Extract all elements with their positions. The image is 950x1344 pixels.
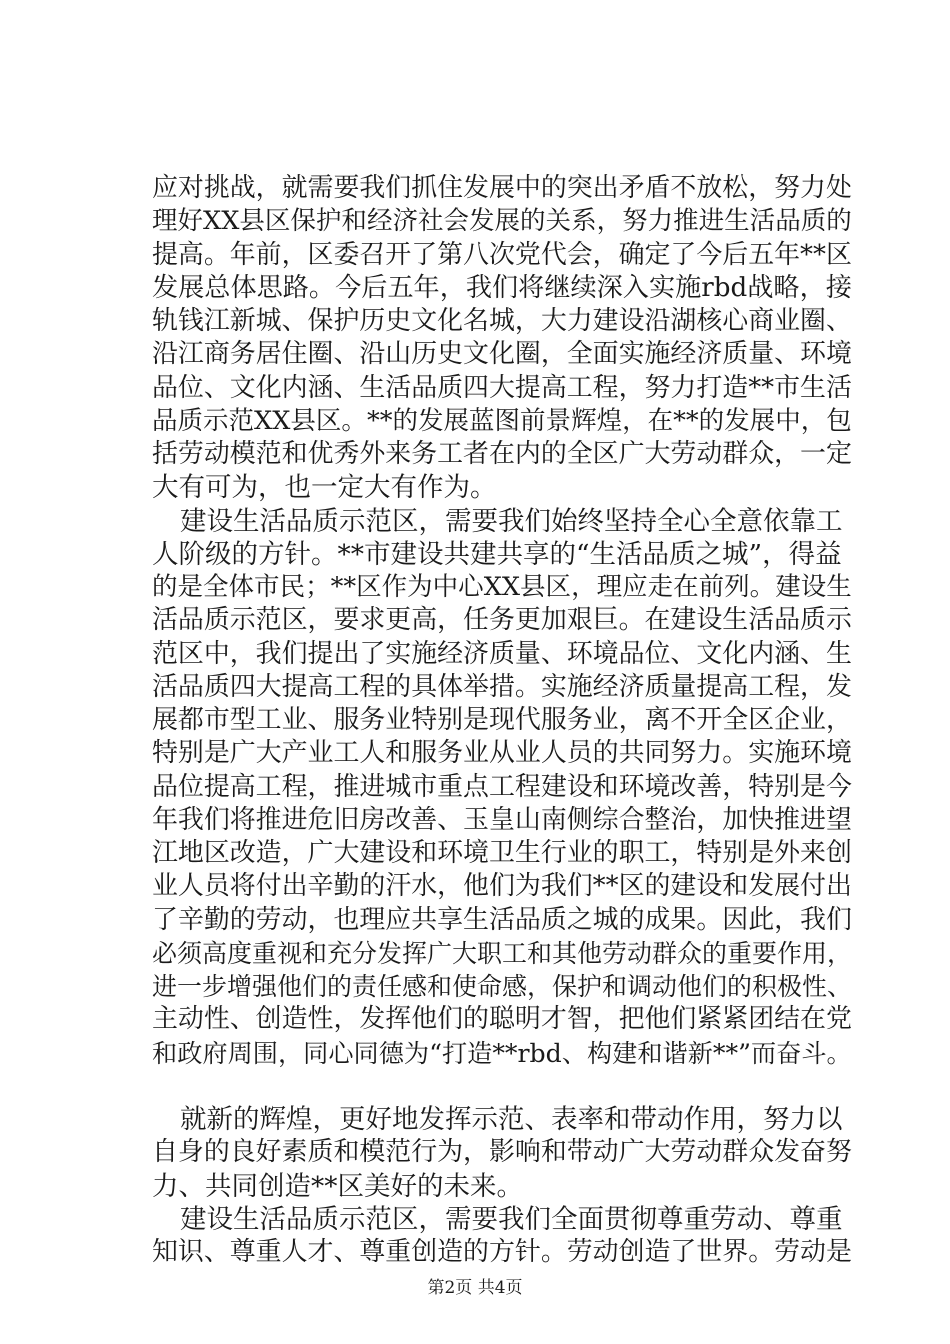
text-line: 品位、文化内涵、生活品质四大提高工程，努力打造**市生活 <box>152 372 852 403</box>
body-text <box>152 172 852 1269</box>
paragraph-gap <box>152 1070 852 1103</box>
text-line: 进一步增强他们的责任感和使命感，保护和调动他们的积极性、 <box>152 972 853 1001</box>
text-line: 展都市型工业、服务业特别是现代服务业，离不开全区企业， <box>152 705 852 735</box>
text-line: 就新的辉煌，更好地发挥示范、表率和带动作用，努力以 <box>180 1104 843 1135</box>
text-line: 建设生活品质示范区，需要我们始终坚持全心全意依靠工 <box>180 505 843 537</box>
text-line: 应对挑战，就需要我们抓住发展中的突出矛盾不放松，努力处 <box>152 173 852 203</box>
text-line: 建设生活品质示范区，需要我们全面贯彻尊重劳动、尊重 <box>180 1203 843 1235</box>
text-line: 主动性、创造性，发挥他们的聪明才智，把他们紧紧团结在党 <box>152 1004 852 1035</box>
paragraph-4 <box>152 1203 852 1270</box>
text-line: 和政府周围，同心同德为“打造**rbd、构建和谐新**”而奋斗。 <box>152 1038 852 1068</box>
text-line: 知识、尊重人才、尊重创造的方针。劳动创造了世界。劳动是 <box>152 1237 852 1267</box>
text-line: 品质示范XX县区。**的发展蓝图前景辉煌，在**的发展中，包 <box>152 405 852 436</box>
text-line: 力、共同创造**区美好的未来。 <box>152 1170 523 1202</box>
text-line: 年我们将推进危旧房改善、玉皇山南侧综合整治，加快推进望 <box>152 804 852 835</box>
text-line: 了辛勤的劳动，也理应共享生活品质之城的成果。因此，我们 <box>152 904 852 935</box>
paragraph-3 <box>152 1103 852 1203</box>
text-line: 自身的良好素质和模范行为，影响和带动广大劳动群众发奋努 <box>152 1137 852 1168</box>
text-line: 的是全体市民；**区作为中心XX县区，理应走在前列。建设生 <box>152 572 852 602</box>
paragraph-2 <box>152 505 852 1070</box>
text-line: 特别是广大产业工人和服务业从业人员的共同努力。实施环境 <box>152 738 852 769</box>
text-line: 业人员将付出辛勤的汗水，他们为我们**区的建设和发展付出 <box>152 871 852 902</box>
text-line: 理好XX县区保护和经济社会发展的关系，努力推进生活品质的 <box>152 206 852 237</box>
page-number-footer: 第2页 共4页 <box>427 1278 523 1298</box>
text-line: 范区中，我们提出了实施经济质量、环境品位、文化内涵、生 <box>152 638 852 669</box>
paragraph-1 <box>152 172 852 505</box>
text-line: 活品质示范区，要求更高，任务更加艰巨。在建设生活品质示 <box>152 605 852 636</box>
text-line: 大有可为，也一定大有作为。 <box>152 472 497 504</box>
text-line: 提高。年前，区委召开了第八次党代会，确定了今后五年**区 <box>152 239 852 270</box>
text-line: 轨钱江新城、保护历史文化名城，大力建设沿湖核心商业圈、 <box>152 306 852 336</box>
text-line: 发展总体思路。今后五年，我们将继续深入实施rbd战略，接 <box>152 272 852 303</box>
text-line: 必须高度重视和充分发挥广大职工和其他劳动群众的重要作用， <box>152 938 853 968</box>
text-line: 沿江商务居住圈、沿山历史文化圈，全面实施经济质量、环境 <box>152 339 852 370</box>
text-line: 江地区改造，广大建设和环境卫生行业的职工，特别是外来创 <box>152 838 852 868</box>
text-line: 括劳动模范和优秀外来务工者在内的全区广大劳动群众，一定 <box>152 439 852 469</box>
text-line: 人阶级的方针。**市建设共建共享的“生活品质之城”，得益 <box>152 538 842 570</box>
text-line: 活品质四大提高工程的具体举措。实施经济质量提高工程，发 <box>152 671 852 702</box>
text-line: 品位提高工程，推进城市重点工程建设和环境改善，特别是今 <box>152 771 852 802</box>
